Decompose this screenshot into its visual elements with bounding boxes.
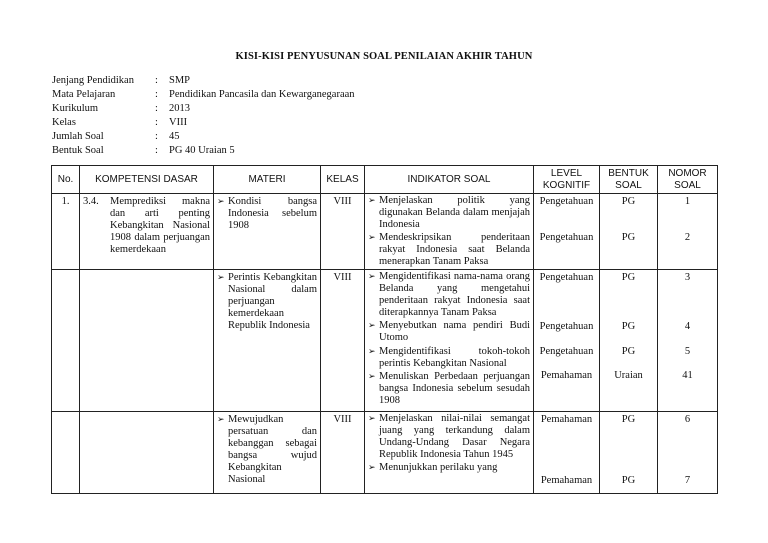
kompetensi-dasar-cell — [80, 194, 214, 270]
table-row — [52, 194, 718, 270]
meta-separator: : — [155, 131, 158, 143]
level-value: Pengetahuan — [539, 346, 594, 357]
arrow-bullet-icon: ➢ — [368, 346, 376, 357]
meta-label: Jenjang Pendidikan — [52, 75, 134, 86]
kd-number: 3.4. — [83, 196, 99, 207]
level-cell — [534, 194, 600, 270]
meta-separator: : — [155, 103, 158, 115]
kompetensi-dasar-cell — [80, 412, 214, 494]
meta-label: Bentuk Soal — [52, 145, 104, 157]
bentuk-value: Uraian — [614, 370, 643, 381]
indikator-text: Menjelaskan nilai-nilai semangat juang yang terkandung dalam Undang-Undang Dasar Negara Republik Indonesia Tahun 1945 — [379, 413, 530, 461]
indikator-cell — [365, 270, 534, 412]
indikator-text: Mendeskripsikan penderitaan rakyat Indonesia saat Belanda menerapkan Tanam Paksa — [379, 232, 530, 268]
materi-cell — [214, 412, 321, 494]
bentuk-value: PG — [621, 475, 636, 486]
nomor-value: 3 — [684, 272, 691, 283]
meta-label: Mata Pelajaran — [52, 89, 116, 101]
list-item — [365, 270, 533, 319]
kelas-cell: VIII — [321, 194, 365, 270]
meta-value: SMP — [169, 75, 191, 86]
row-number — [52, 270, 80, 412]
nomor-value: 6 — [684, 414, 691, 425]
meta-separator: : — [155, 75, 158, 86]
header-nomor-line1: NOMOR — [668, 167, 707, 179]
bentuk-value: PG — [621, 321, 636, 332]
header-level-line1: LEVEL — [550, 167, 583, 179]
header-level-line2: KOGNITIF — [542, 179, 591, 191]
level-value: Pengetahuan — [539, 232, 594, 243]
meta-row-jumlah — [52, 130, 355, 144]
materi-text: Mewujudkan persatuan dan kebanggan sebagai bangsa wujud Kebangkitan Nasional — [228, 414, 317, 486]
materi-cell — [214, 194, 321, 270]
indikator-text: Mengidentifikasi tokoh-tokoh perintis Kebangkitan Nasional — [379, 345, 530, 369]
kisi-kisi-table — [51, 165, 718, 494]
nomor-value: 5 — [684, 346, 691, 357]
materi-text: Kondisi bangsa Indonesia sebelum 1908 — [228, 196, 317, 232]
meta-row-kelas — [52, 116, 355, 130]
list-item — [365, 231, 533, 268]
document-meta — [52, 74, 355, 159]
list-item — [365, 461, 533, 474]
meta-separator: : — [155, 145, 158, 157]
meta-value: 45 — [169, 131, 180, 143]
header-bentuk-line2: SOAL — [615, 179, 642, 191]
header-bentuk-soal — [600, 166, 658, 194]
level-value: Pengetahuan — [539, 272, 594, 283]
bentuk-value: PG — [621, 232, 636, 243]
level-value: Pemahaman — [540, 475, 593, 486]
list-item — [365, 370, 533, 407]
level-cell — [534, 270, 600, 412]
table-header-row — [52, 166, 718, 194]
header-materi: MATERI — [214, 166, 321, 194]
meta-row-kurikulum — [52, 102, 355, 116]
arrow-bullet-icon: ➢ — [217, 273, 225, 283]
arrow-bullet-icon: ➢ — [217, 197, 225, 207]
arrow-bullet-icon: ➢ — [368, 233, 376, 244]
indikator-cell — [365, 194, 534, 270]
nomor-value: 4 — [684, 321, 691, 332]
level-value: Pemahaman — [540, 414, 593, 425]
bentuk-cell — [600, 270, 658, 412]
kelas-cell: VIII — [321, 412, 365, 494]
kompetensi-dasar-cell — [80, 270, 214, 412]
arrow-bullet-icon: ➢ — [368, 463, 376, 474]
header-kelas: KELAS — [321, 166, 365, 194]
kelas-cell: VIII — [321, 270, 365, 412]
document-title: KISI-KISI PENYUSUNAN SOAL PENILAIAN AKHIR TAHUN — [235, 51, 533, 62]
header-bentuk-line1: BENTUK — [608, 167, 649, 179]
bentuk-cell — [600, 412, 658, 494]
nomor-value: 7 — [684, 475, 691, 486]
list-item — [365, 412, 533, 461]
header-no: No. — [52, 166, 80, 194]
materi-text: Perintis Kebangkitan Nasional dalam perjuangan kemerdekaan Republik Indonesia — [228, 272, 317, 332]
row-number — [52, 412, 80, 494]
meta-separator: : — [155, 89, 158, 101]
bentuk-cell — [600, 194, 658, 270]
bentuk-value: PG — [621, 272, 636, 283]
nomor-value: 41 — [682, 370, 693, 381]
indikator-text: Menunjukkan perilaku yang — [379, 462, 498, 474]
level-value: Pengetahuan — [539, 196, 594, 207]
meta-label: Kelas — [52, 117, 76, 129]
bentuk-value: PG — [621, 196, 636, 207]
header-indikator: INDIKATOR SOAL — [365, 166, 534, 194]
table-row — [52, 412, 718, 494]
indikator-cell — [365, 412, 534, 494]
bentuk-value: PG — [621, 346, 636, 357]
list-item — [365, 319, 533, 344]
arrow-bullet-icon: ➢ — [217, 415, 225, 425]
meta-value: 2013 — [169, 103, 190, 115]
row-number: 1. — [52, 194, 80, 270]
materi-cell — [214, 270, 321, 412]
level-value: Pengetahuan — [539, 321, 594, 332]
nomor-cell — [658, 194, 718, 270]
arrow-bullet-icon: ➢ — [368, 272, 376, 282]
arrow-bullet-icon: ➢ — [368, 371, 376, 382]
header-nomor-line2: SOAL — [674, 179, 701, 191]
nomor-value: 2 — [684, 232, 691, 243]
nomor-value: 1 — [684, 196, 691, 207]
meta-value: PG 40 Uraian 5 — [169, 145, 235, 157]
arrow-bullet-icon: ➢ — [368, 414, 376, 424]
list-item — [365, 194, 533, 231]
bentuk-value: PG — [621, 414, 636, 425]
table-row — [52, 270, 718, 412]
meta-value: Pendidikan Pancasila dan Kewarganegaraan — [169, 89, 355, 101]
list-item — [365, 345, 533, 370]
meta-label: Kurikulum — [52, 103, 99, 115]
header-nomor-soal — [658, 166, 718, 194]
level-cell — [534, 412, 600, 494]
meta-row-jenjang — [52, 74, 355, 88]
indikator-text: Menyebutkan nama pendiri Budi Utomo — [379, 320, 530, 344]
header-level-kognitif — [534, 166, 600, 194]
nomor-cell — [658, 270, 718, 412]
header-kompetensi-dasar: KOMPETENSI DASAR — [80, 166, 214, 194]
meta-row-mapel — [52, 88, 355, 102]
indikator-text: Menjelaskan politik yang digunakan Belanda dalam menjajah Indonesia — [379, 195, 530, 231]
kd-text: Memprediksi makna dan arti penting Kebangkitan Nasional 1908 dalam perjuangan kemerdekaan — [110, 196, 210, 256]
meta-value: VIII — [169, 117, 188, 129]
meta-label: Jumlah Soal — [52, 131, 104, 143]
meta-separator: : — [155, 117, 158, 129]
arrow-bullet-icon: ➢ — [368, 321, 376, 332]
meta-row-bentuk — [52, 144, 355, 158]
nomor-cell — [658, 412, 718, 494]
indikator-text: Mengidentifikasi nama-nama orang Belanda yang mengetahui penderitaan rakyat Indonesia saat diterapkannya Tanam Paksa — [379, 271, 530, 319]
indikator-text: Menuliskan Perbedaan perjuangan bangsa Indonesia sebelum sesudah 1908 — [379, 370, 530, 406]
arrow-bullet-icon: ➢ — [368, 196, 376, 206]
level-value: Pemahaman — [540, 370, 593, 381]
